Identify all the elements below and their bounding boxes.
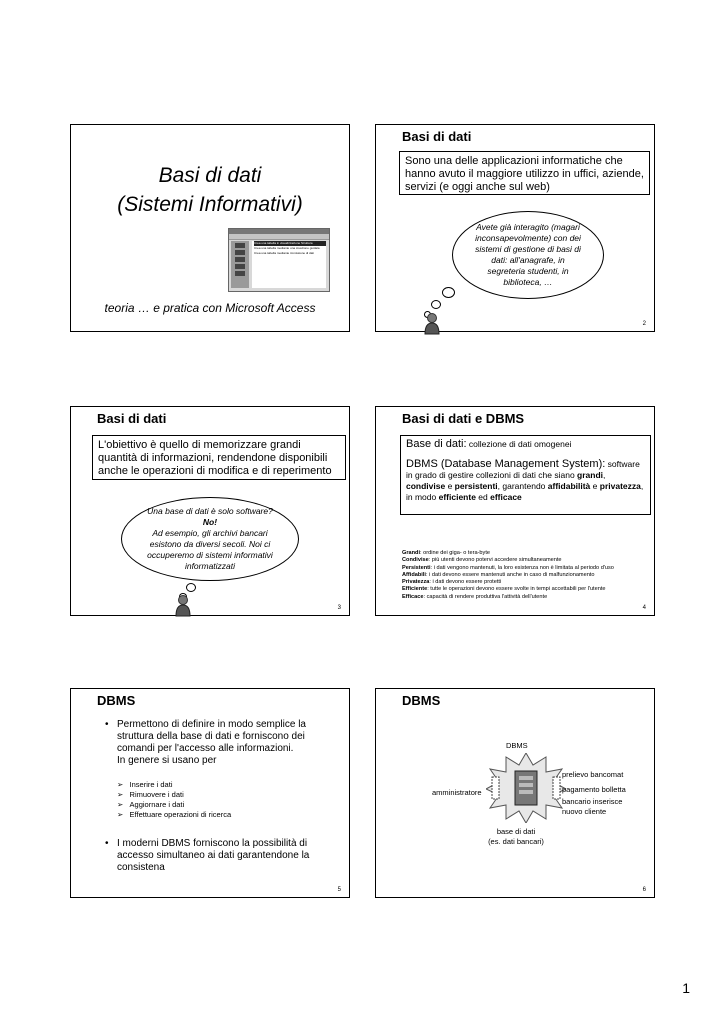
- slide-5-number: 5: [337, 887, 341, 893]
- bullet-dot: •: [105, 719, 109, 730]
- slide-5: [70, 688, 350, 898]
- slide-6: [375, 688, 655, 898]
- slide-5-bullet-1: Permettono di definire in modo semplice la struttura della base di dati e forniscono dei comandi per l'accesso alle informazioni. In genere si usano per: [117, 719, 306, 766]
- cloud-puff: [186, 583, 196, 592]
- glossary-line: Persistenti: i dati vengono mantenuti, la loro esistenza non è limitata al periodo d'uso: [402, 564, 614, 571]
- glossary-line: Grandi: ordine dei giga- o tera-byte: [402, 550, 490, 556]
- slide-5-bullet-2: I moderni DBMS forniscono la possibilità di accesso simultaneo ai dati garantendone la consistena: [117, 838, 310, 873]
- slide-2-thought-cloud: Avete già interagito (magari inconsapevolmente) con dei sistemi di gestione di basi di dati: all'anagrafe, in segreteria studenti, in biblioteca, …: [452, 211, 604, 299]
- person-icon: [424, 313, 440, 335]
- page-number: 1: [682, 980, 690, 996]
- slide-1: [70, 124, 350, 332]
- def-database: Base di dati: collezione di dati omogenei: [406, 438, 572, 450]
- person-icon: [175, 595, 191, 617]
- slide-2-number: 2: [642, 321, 646, 327]
- slide-2: [375, 124, 655, 332]
- slide-2-title: Basi di dati: [402, 129, 472, 144]
- slide-3-thought-cloud: Una base di dati è solo software? No! Ad esempio, gli archivi bancari esistono da diversi secoli. Noi ci occuperemo di sistemi informativi informatizzati: [121, 497, 299, 581]
- bullet-dot: •: [105, 838, 109, 849]
- tape-icon: [553, 777, 560, 799]
- subitem: ➢ Rimuovere i dati: [117, 790, 184, 799]
- screenshot-toolbar: [229, 234, 329, 240]
- slide-1-title: Basi di dati (Sistemi Informativi): [117, 164, 303, 216]
- cloud-puff: [431, 300, 441, 309]
- slide-6-title: DBMS: [402, 693, 441, 708]
- slide-4-glossary: [402, 550, 614, 601]
- subitem: ➢ Aggiornare i dati: [117, 800, 185, 809]
- glossary-line: Efficiente: tutte le operazioni devono essere svolte in tempi accettabili per l'utente: [402, 586, 606, 593]
- dbms-diagram: [486, 753, 566, 823]
- glossary-line: Privatezza: i dati devono essere protetti: [402, 579, 502, 586]
- slide-4-title: Basi di dati e DBMS: [402, 411, 525, 426]
- glossary-line: Condivise: più utenti devono potervi accedere simultaneamente: [402, 557, 562, 564]
- admin-label: amministratore: [432, 788, 482, 797]
- right-label-1: pagamento bolletta: [562, 785, 626, 794]
- slide-4: [375, 406, 655, 616]
- right-label-2: bancario inserisce nuovo cliente: [562, 797, 623, 816]
- slide-3: [70, 406, 350, 616]
- cloud-puff: [442, 287, 455, 298]
- slide-3-text-box: L'obiettivo è quello di memorizzare grandi quantità di informazioni, rendendone disponibili anche le operazioni di modifica e di reperimento: [92, 435, 346, 480]
- access-screenshot: [228, 228, 330, 292]
- subitem: ➢ Inserire i dati: [117, 780, 173, 789]
- slide-4-number: 4: [642, 605, 646, 611]
- slide-6-number: 6: [642, 887, 646, 893]
- slide-5-subitems: [117, 780, 231, 820]
- glossary-line: Affidabili: i dati devono essere mantenuti anche in caso di malfunzionamento: [402, 571, 595, 578]
- slide-3-title: Basi di dati: [97, 411, 167, 426]
- slide-3-number: 3: [337, 605, 341, 611]
- slide-5-title: DBMS: [97, 693, 136, 708]
- right-label-0: prelievo bancomat: [562, 770, 624, 779]
- subitem: ➢ Effettuare operazioni di ricerca: [117, 810, 232, 819]
- database-label: base di dati (es. dati bancari): [488, 827, 544, 846]
- slide-4-definitions-box: [400, 435, 651, 515]
- slide-2-text-box: Sono una delle applicazioni informatiche che hanno avuto il maggiore utilizzo in uffici, aziende, servizi (e oggi anche sul web): [399, 151, 650, 195]
- screenshot-list: Crea una tabella in visualizzazione Struttura Crea una tabella mediante una creazione guidata Crea una tabella mediante immissione di dati: [252, 241, 326, 288]
- glossary-line: Efficace: capacità di rendere produttiva l'attività dell'utente: [402, 593, 548, 600]
- dbms-label: DBMS: [506, 741, 528, 750]
- slide-1-subtitle: teoria … e pratica con Microsoft Access: [104, 301, 316, 315]
- def-dbms: DBMS (Database Management System): software in grado di gestire collezioni di dati che siano grandi, condivise e persistenti, garantendo affidabilità e privatezza, in modo efficiente ed efficace: [406, 458, 644, 502]
- tape-icon: [492, 777, 499, 799]
- screenshot-sidebar: [231, 241, 249, 288]
